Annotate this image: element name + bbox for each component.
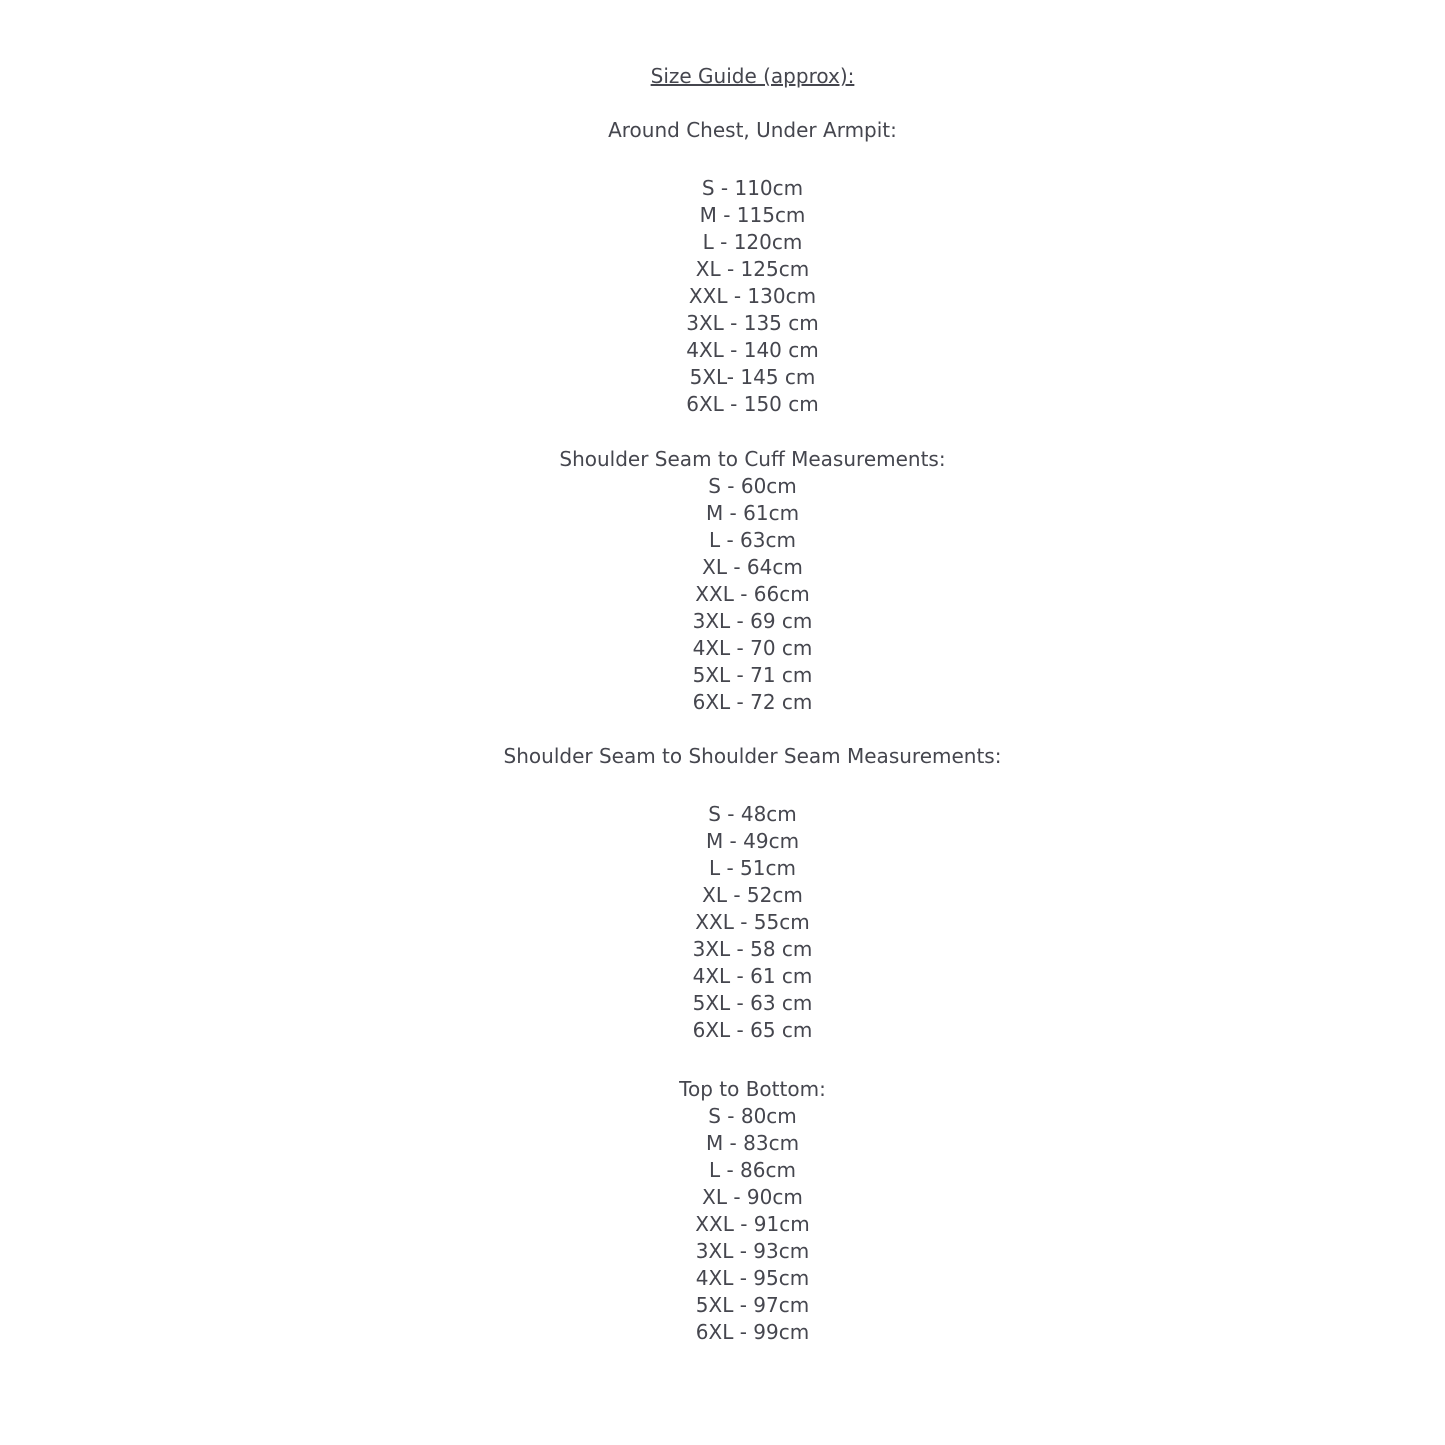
size-guide-content bbox=[30, 0, 1445, 1346]
size-item: L - 86cm bbox=[708, 1158, 796, 1182]
section-header: Shoulder Seam to Cuff Measurements: bbox=[559, 447, 946, 471]
size-item: XL - 90cm bbox=[702, 1185, 803, 1209]
size-item: 6XL - 65 cm bbox=[692, 1018, 813, 1042]
section-header: Around Chest, Under Armpit: bbox=[608, 118, 897, 142]
size-item: 5XL - 71 cm bbox=[692, 663, 813, 687]
size-item: XXL - 130cm bbox=[688, 284, 817, 308]
size-item: S - 110cm bbox=[701, 176, 804, 200]
section-shoulder-to-cuff bbox=[30, 446, 1445, 716]
section-top-to-bottom bbox=[30, 1076, 1445, 1346]
size-item: 6XL - 99cm bbox=[695, 1320, 810, 1344]
size-item: XL - 52cm bbox=[702, 883, 803, 907]
size-item: XL - 64cm bbox=[702, 555, 803, 579]
size-item: 4XL - 95cm bbox=[695, 1266, 810, 1290]
size-item: S - 80cm bbox=[708, 1104, 797, 1128]
size-item: 5XL - 63 cm bbox=[692, 991, 813, 1015]
size-item: XXL - 55cm bbox=[695, 910, 810, 934]
size-item: XXL - 66cm bbox=[695, 582, 810, 606]
section-header: Top to Bottom: bbox=[679, 1077, 826, 1101]
size-item: 3XL - 135 cm bbox=[686, 311, 819, 335]
size-item: L - 120cm bbox=[702, 230, 803, 254]
size-item: 3XL - 58 cm bbox=[692, 937, 813, 961]
size-item: L - 51cm bbox=[708, 856, 796, 880]
size-item: 5XL- 145 cm bbox=[689, 365, 816, 389]
section-header: Shoulder Seam to Shoulder Seam Measurements: bbox=[503, 744, 1002, 768]
size-item: 4XL - 61 cm bbox=[692, 964, 813, 988]
size-item: S - 60cm bbox=[708, 474, 797, 498]
size-item: 3XL - 93cm bbox=[695, 1239, 810, 1263]
section-around-chest bbox=[30, 117, 1445, 418]
size-item: M - 83cm bbox=[705, 1131, 800, 1155]
section-shoulder-to-shoulder bbox=[30, 743, 1445, 1044]
size-item: 6XL - 150 cm bbox=[686, 392, 819, 416]
size-item: S - 48cm bbox=[708, 802, 797, 826]
size-item: M - 115cm bbox=[699, 203, 806, 227]
size-item: XXL - 91cm bbox=[695, 1212, 810, 1236]
size-item: 3XL - 69 cm bbox=[692, 609, 813, 633]
size-item: M - 49cm bbox=[705, 829, 800, 853]
size-item: XL - 125cm bbox=[695, 257, 810, 281]
size-item: 4XL - 70 cm bbox=[692, 636, 813, 660]
size-item: 4XL - 140 cm bbox=[686, 338, 819, 362]
size-item: 6XL - 72 cm bbox=[692, 690, 813, 714]
size-item: M - 61cm bbox=[705, 501, 800, 525]
size-item: 5XL - 97cm bbox=[695, 1293, 810, 1317]
size-item: L - 63cm bbox=[708, 528, 796, 552]
size-guide-title: Size Guide (approx): bbox=[650, 64, 855, 88]
